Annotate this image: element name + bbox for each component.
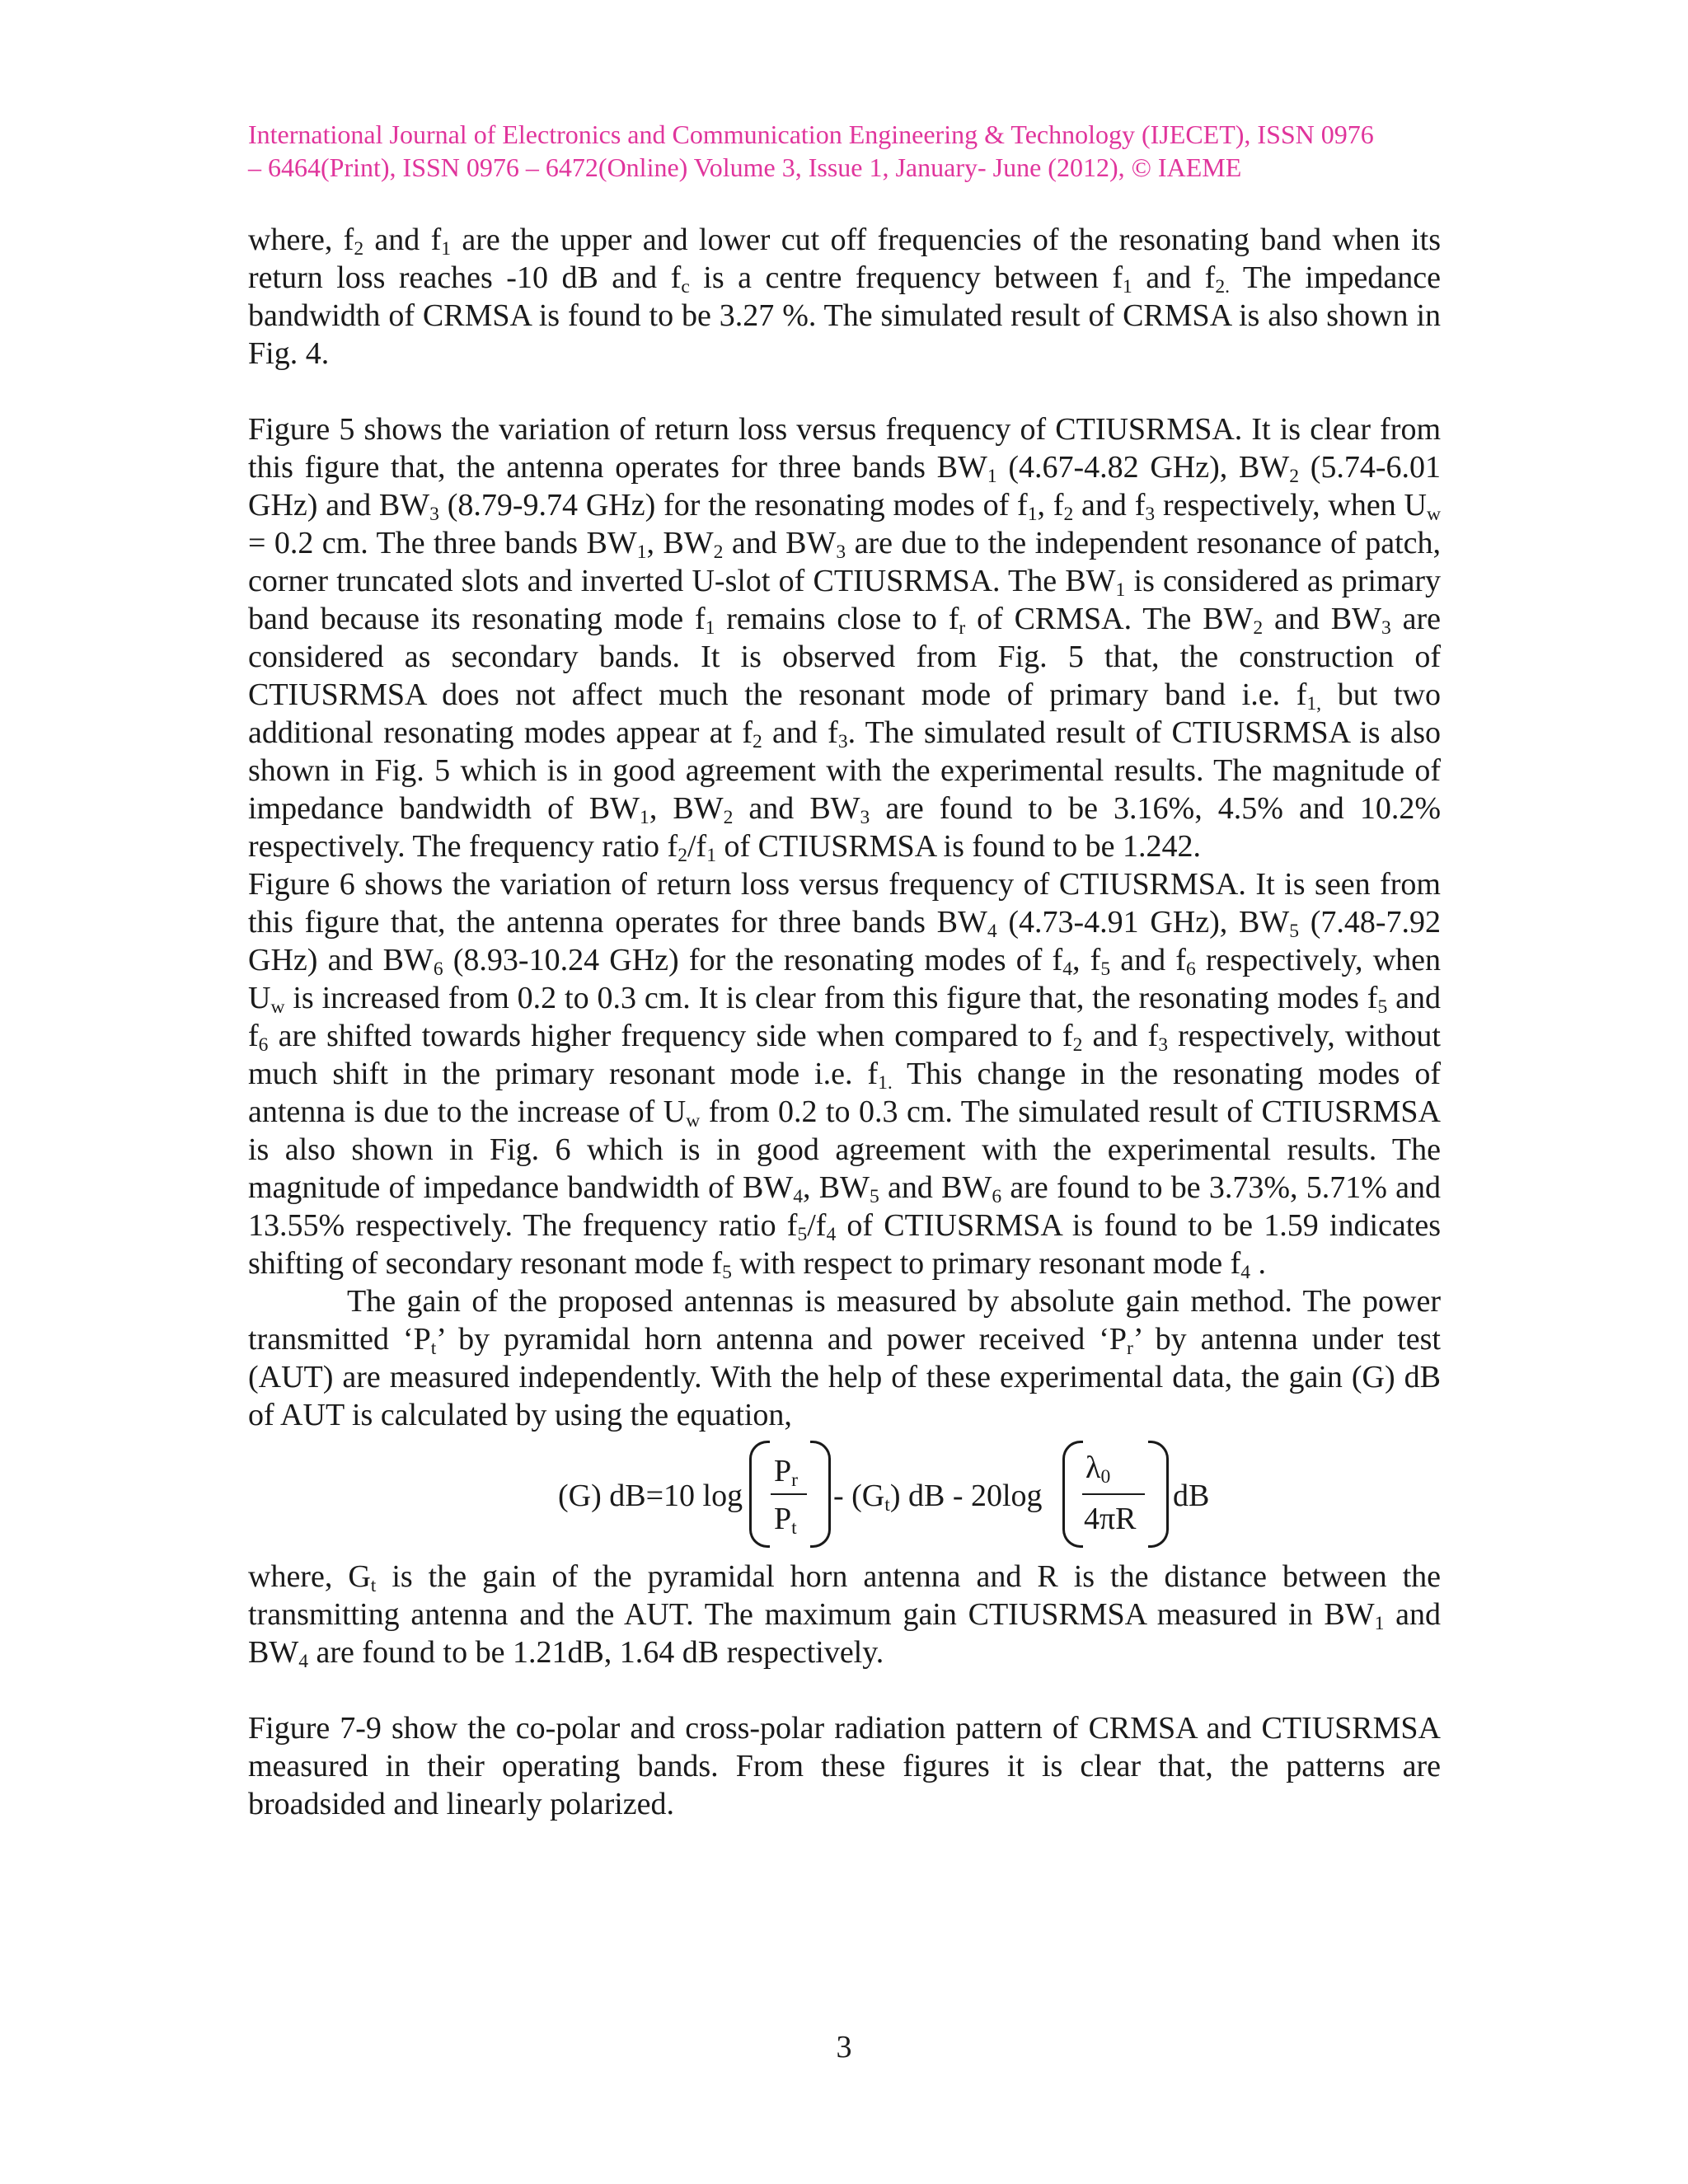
text-run: is increased from 0.2 to 0.3 cm. It is clear from this figure that, the resonating modes f — [284, 981, 1378, 1015]
subscript: 2 — [713, 541, 724, 563]
article-body — [248, 221, 1441, 1823]
subscript: r — [1127, 1337, 1133, 1359]
text-run: are shifted towards higher frequency side when compared to f — [268, 1019, 1073, 1053]
text-run: . The simulated result of CTIUSRMSA is also shown in Fig. 5 which is in good agreement with the experimental results. The magnitude of impedance bandwidth of BW — [248, 715, 1441, 826]
subscript: 6 — [433, 958, 443, 980]
subscript: 1 — [640, 806, 649, 828]
page-number: 3 — [836, 2030, 852, 2064]
subscript: 5 — [1100, 958, 1111, 980]
text-run: of CTIUSRMSA is found to be 1.242. — [715, 829, 1201, 864]
text-run: , BW — [649, 791, 724, 826]
subscript: 2 — [1063, 503, 1074, 525]
text-run: are the upper and lower cut off frequencies of the resonating band when its return loss reaches -10 dB and f — [248, 223, 1441, 295]
text-run: where, G — [248, 1559, 371, 1594]
text-run: and BW — [879, 1170, 992, 1205]
equation-unit: dB — [1173, 1479, 1210, 1513]
subscript: 5 — [1289, 920, 1299, 942]
text-run: where, f — [248, 223, 354, 257]
subscript: 2 — [354, 237, 364, 260]
text-run: and f — [248, 981, 1441, 1053]
subscript: 4 — [1062, 958, 1072, 980]
subscript: 2 — [723, 806, 734, 828]
paragraph-figure-5 — [248, 410, 1441, 865]
text-run: ’ by pyramidal horn antenna and power received ‘P — [436, 1322, 1127, 1357]
text-run: (8.93-10.24 GHz) for the resonating modes of f — [443, 943, 1063, 977]
right-paren — [1148, 1441, 1169, 1548]
header-line-1: International Journal of Electronics and Communication Engineering & Technology (IJECET), ISSN 0976 — [248, 120, 1374, 149]
paragraph-figure-6 — [248, 865, 1441, 1282]
text-run: are considered as secondary bands. It is observed from Fig. 5 that, the construction of CTIUSRMSA does not affect much the resonant mode of primary band i.e. f — [248, 602, 1441, 712]
text-run: , BW — [802, 1170, 870, 1205]
subscript: 2. — [1215, 275, 1231, 298]
subscript: 2 — [753, 730, 762, 752]
subscript: 5 — [797, 1223, 808, 1245]
paragraph-cutoff-frequencies — [248, 221, 1441, 373]
text-run: and f — [1132, 260, 1216, 295]
equation-lhs: (G) dB=10 log — [558, 1479, 743, 1513]
text-run: = 0.2 cm. The three bands BW — [248, 526, 637, 560]
text-run: /f — [687, 829, 707, 864]
text-run: are due to the independent resonance of patch, corner truncated slots and inverted U-slot of CTIUSRMSA. The BW — [248, 526, 1441, 598]
subscript: 1 — [636, 541, 647, 563]
subscript: 1 — [1123, 275, 1132, 298]
text-run: (4.67-4.82 GHz), BW — [996, 450, 1290, 485]
text-run: (7.48-7.92 GHz) and BW — [248, 905, 1442, 977]
text-run: and f — [1082, 1019, 1159, 1053]
subscript: 3 — [429, 503, 439, 525]
subscript: 2 — [1072, 1033, 1083, 1056]
header-line-2: – 6464(Print), ISSN 0976 – 6472(Online) Volume 3, Issue 1, January- June (2012), © IAEME — [248, 152, 1242, 182]
left-paren — [749, 1441, 770, 1548]
subscript: 4 — [793, 1185, 803, 1207]
text-run: are found to be 1.21dB, 1.64 dB respectively. — [308, 1635, 884, 1670]
fraction-denominator: $P_t$ — [774, 1502, 797, 1539]
text-run: /f — [807, 1208, 827, 1243]
subscript: 1 — [441, 237, 452, 260]
subscript: 5 — [722, 1261, 732, 1283]
text-run: are found to be 3.73%, 5.71% and 13.55% respectively. The frequency ratio f — [248, 1170, 1442, 1243]
text-run: and f — [762, 715, 838, 750]
text-run: This change in the resonating modes of antenna is due to the increase of U — [248, 1057, 1441, 1129]
subscript: 4 — [987, 920, 997, 942]
fraction-numerator: $P_r$ — [774, 1454, 798, 1491]
paragraph-gain-definition — [248, 1558, 1441, 1671]
subscript: r — [959, 616, 966, 639]
subscript: 3 — [1381, 616, 1391, 639]
subscript: 1 — [1027, 503, 1038, 525]
subscript: t — [430, 1337, 437, 1359]
subscript: 4 — [298, 1650, 308, 1672]
journal-header — [248, 118, 1441, 184]
text-run: The impedance bandwidth of CRMSA is found to be 3.27 %. The simulated result of CRMSA is also shown in Fig. 4. — [248, 260, 1441, 371]
text-run: is a centre frequency between f — [689, 260, 1123, 295]
subscript: 2 — [1289, 465, 1299, 487]
subscript: 6 — [1185, 958, 1196, 980]
subscript: 1 — [705, 616, 715, 639]
subscript: 3 — [837, 730, 848, 752]
text-run: Figure 6 shows the variation of return loss versus frequency of CTIUSRMSA. It is seen from this figure that, the antenna operates for three bands BW — [248, 867, 1441, 940]
subscript: 5 — [1377, 996, 1388, 1018]
subscript: 1 — [987, 465, 997, 487]
text-run: and f — [1073, 488, 1146, 523]
text-run: is considered as primary band because its resonating mode f — [248, 564, 1441, 636]
equation-middle: - $(G_t)$ dB - 20log — [833, 1479, 1043, 1516]
text-run: and BW — [1263, 602, 1381, 636]
text-run: and f — [363, 223, 442, 257]
text-run: Figure 5 shows the variation of return loss versus frequency of CTIUSRMSA. It is clear from this figure that, the antenna operates for three bands BW — [248, 412, 1441, 485]
subscript: c — [681, 275, 690, 298]
text-run: is the gain of the pyramidal horn antenna and R is the distance between the transmitting antenna and the AUT. The maximum gain CTIUSRMSA measured in BW — [248, 1559, 1441, 1632]
subscript: w — [270, 996, 285, 1018]
text-run: and BW — [723, 526, 837, 560]
paragraph-radiation-pattern: Figure 7-9 show the co-polar and cross-polar radiation pattern of CRMSA and CTIUSRMSA measured in their operating bands. From these figures it is clear that, the patterns are broadsided and linearly polarized. — [248, 1711, 1441, 1821]
subscript: 3 — [1158, 1033, 1168, 1056]
subscript: w — [686, 1109, 701, 1132]
gain-equation — [248, 1434, 1441, 1558]
subscript: t — [370, 1574, 377, 1596]
subscript: 6 — [258, 1033, 269, 1056]
fraction-denominator: 4πR — [1084, 1502, 1137, 1536]
text-run: , BW — [646, 526, 714, 560]
subscript: 1. — [878, 1071, 893, 1094]
subscript: 4 — [826, 1223, 837, 1245]
subscript: 3 — [836, 541, 846, 563]
text-run: from 0.2 to 0.3 cm. The simulated result of CTIUSRMSA is also shown in Fig. 6 which is in good agreement with the experimental results. The magnitude of impedance bandwidth of BW — [248, 1094, 1441, 1205]
text-run: respectively, when U — [1155, 488, 1427, 523]
text-run: with respect to primary resonant mode f — [731, 1246, 1241, 1281]
text-run: , f — [1037, 488, 1064, 523]
text-run: The gain of the proposed antennas is measured by absolute gain method. The power transmitted ‘P — [248, 1284, 1441, 1357]
text-run: respectively, when U — [248, 943, 1442, 1015]
text-run: and f — [1110, 943, 1186, 977]
paragraph-gain-measurement — [248, 1282, 1441, 1434]
fraction-bar — [771, 1493, 807, 1495]
subscript: w — [1426, 503, 1441, 525]
text-run: remains close to f — [715, 602, 959, 636]
subscript: 1 — [1115, 579, 1126, 601]
text-run: but two additional resonating modes appear at f — [248, 677, 1441, 750]
subscript: 1, — [1306, 692, 1322, 715]
fraction-bar — [1082, 1493, 1145, 1495]
left-paren — [1062, 1441, 1083, 1548]
text-run: ’ by antenna under test (AUT) are measured independently. With the help of these experimental data, the gain (G) dB of AUT is calculated by using the equation, — [248, 1322, 1441, 1432]
text-run: of CRMSA. The BW — [965, 602, 1254, 636]
right-paren — [810, 1441, 831, 1548]
text-run: . — [1250, 1246, 1267, 1281]
subscript: 3 — [860, 806, 870, 828]
subscript: 1 — [706, 844, 716, 866]
text-run: (4.73-4.91 GHz), BW — [996, 905, 1290, 940]
subscript: 2 — [678, 844, 687, 866]
subscript: 6 — [992, 1185, 1002, 1207]
text-run: respectively, without much shift in the primary resonant mode i.e. f — [248, 1019, 1441, 1091]
text-run: of CTIUSRMSA is found to be 1.59 indicates shifting of secondary resonant mode f — [248, 1208, 1441, 1281]
text-run: (8.79-9.74 GHz) for the resonating modes of f — [438, 488, 1028, 523]
text-run: (5.74-6.01 GHz) and BW — [248, 450, 1442, 523]
subscript: 2 — [1253, 616, 1264, 639]
fraction-numerator: $\lambda_0$ — [1085, 1451, 1111, 1488]
subscript: 1 — [1374, 1612, 1385, 1634]
text-run: , f — [1072, 943, 1101, 977]
text-run: are found to be 3.16%, 4.5% and 10.2% respectively. The frequency ratio f — [248, 791, 1442, 864]
text-run: and BW — [733, 791, 860, 826]
text-run: and BW — [248, 1597, 1441, 1670]
subscript: 3 — [1145, 503, 1156, 525]
subscript: 5 — [869, 1185, 879, 1207]
subscript: 4 — [1240, 1261, 1251, 1283]
